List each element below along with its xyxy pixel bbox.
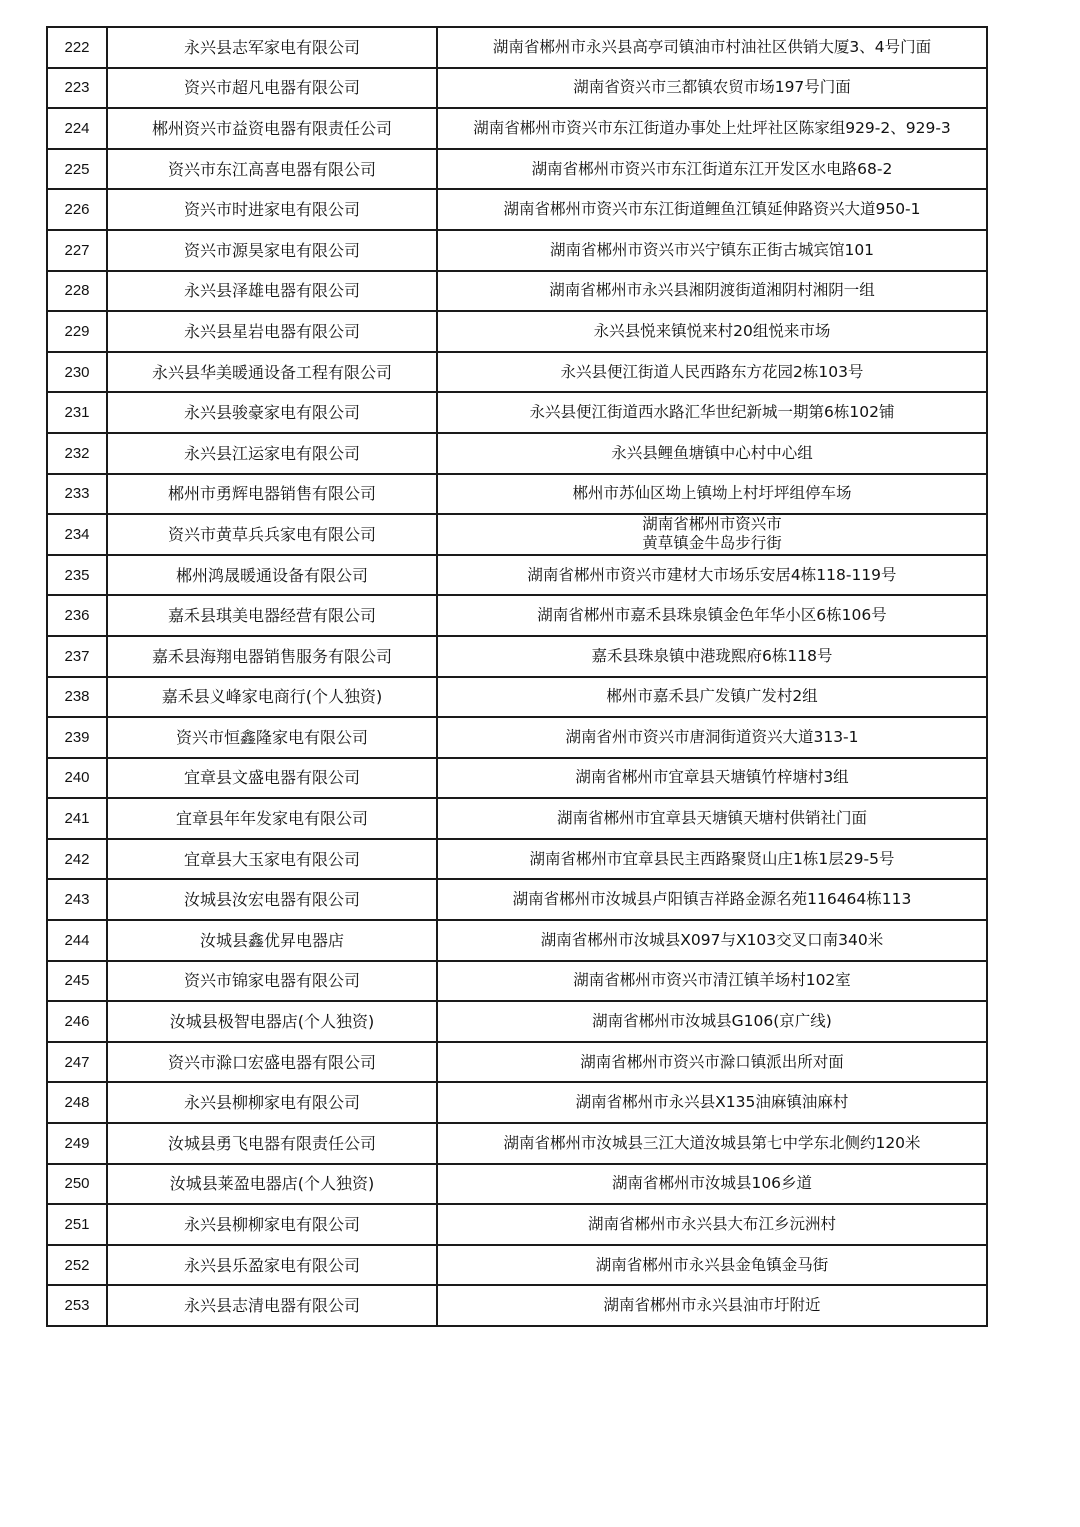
serial-number-cell: 236 xyxy=(47,595,107,636)
company-name-cell: 汝城县勇飞电器有限责任公司 xyxy=(107,1123,437,1164)
table-row xyxy=(47,352,987,393)
serial-number-cell: 222 xyxy=(47,27,107,68)
company-name-cell: 永兴县柳柳家电有限公司 xyxy=(107,1082,437,1123)
company-name-cell: 资兴市时进家电有限公司 xyxy=(107,189,437,230)
address-cell: 湖南省郴州市汝城县卢阳镇吉祥路金源名苑116464栋113 xyxy=(437,879,987,920)
table-row xyxy=(47,555,987,596)
table-row xyxy=(47,879,987,920)
company-name-cell: 永兴县华美暖通设备工程有限公司 xyxy=(107,352,437,393)
company-name-cell: 永兴县志军家电有限公司 xyxy=(107,27,437,68)
address-cell: 湖南省郴州市永兴县金龟镇金马街 xyxy=(437,1245,987,1286)
serial-number-cell: 224 xyxy=(47,108,107,149)
address-cell: 永兴县鲤鱼塘镇中心村中心组 xyxy=(437,433,987,474)
address-cell: 湖南省郴州市汝城县106乡道 xyxy=(437,1164,987,1205)
serial-number-cell: 233 xyxy=(47,474,107,515)
table-body xyxy=(47,27,987,1326)
company-name-cell: 嘉禾县琪美电器经营有限公司 xyxy=(107,595,437,636)
table-row xyxy=(47,1204,987,1245)
company-name-cell: 永兴县志清电器有限公司 xyxy=(107,1285,437,1326)
address-cell: 湖南省郴州市永兴县高亭司镇油市村油社区供销大厦3、4号门面 xyxy=(437,27,987,68)
table-row xyxy=(47,1245,987,1286)
table-row xyxy=(47,636,987,677)
table-row xyxy=(47,271,987,312)
address-cell: 湖南省郴州市嘉禾县珠泉镇金色年华小区6栋106号 xyxy=(437,595,987,636)
company-name-cell: 永兴县江运家电有限公司 xyxy=(107,433,437,474)
table-row xyxy=(47,433,987,474)
table-row xyxy=(47,189,987,230)
serial-number-cell: 245 xyxy=(47,961,107,1002)
company-name-cell: 资兴市黄草兵兵家电有限公司 xyxy=(107,514,437,555)
serial-number-cell: 240 xyxy=(47,758,107,799)
serial-number-cell: 228 xyxy=(47,271,107,312)
company-name-cell: 汝城县极智电器店(个人独资) xyxy=(107,1001,437,1042)
company-name-cell: 嘉禾县义峰家电商行(个人独资) xyxy=(107,677,437,718)
company-name-cell: 永兴县星岩电器有限公司 xyxy=(107,311,437,352)
company-name-cell: 资兴市超凡电器有限公司 xyxy=(107,68,437,109)
table-row xyxy=(47,311,987,352)
serial-number-cell: 238 xyxy=(47,677,107,718)
company-name-cell: 永兴县柳柳家电有限公司 xyxy=(107,1204,437,1245)
table-row xyxy=(47,1123,987,1164)
table-row xyxy=(47,1001,987,1042)
table-row xyxy=(47,677,987,718)
serial-number-cell: 237 xyxy=(47,636,107,677)
company-name-cell: 汝城县鑫优昇电器店 xyxy=(107,920,437,961)
address-cell: 湖南省郴州市资兴市建材大市场乐安居4栋118-119号 xyxy=(437,555,987,596)
table-row xyxy=(47,230,987,271)
company-name-cell: 郴州市勇辉电器销售有限公司 xyxy=(107,474,437,515)
address-cell: 湖南省郴州市资兴市 黄草镇金牛岛步行街 xyxy=(437,514,987,555)
table-row xyxy=(47,514,987,555)
serial-number-cell: 225 xyxy=(47,149,107,190)
serial-number-cell: 247 xyxy=(47,1042,107,1083)
company-name-cell: 资兴市锦家电器有限公司 xyxy=(107,961,437,1002)
table-row xyxy=(47,474,987,515)
table-row xyxy=(47,758,987,799)
company-name-cell: 资兴市滁口宏盛电器有限公司 xyxy=(107,1042,437,1083)
serial-number-cell: 248 xyxy=(47,1082,107,1123)
table-row xyxy=(47,1164,987,1205)
serial-number-cell: 246 xyxy=(47,1001,107,1042)
serial-number-cell: 230 xyxy=(47,352,107,393)
table-row xyxy=(47,1042,987,1083)
address-cell: 湖南省郴州市宜章县民主西路聚贤山庄1栋1层29-5号 xyxy=(437,839,987,880)
serial-number-cell: 229 xyxy=(47,311,107,352)
company-name-cell: 永兴县泽雄电器有限公司 xyxy=(107,271,437,312)
address-cell: 湖南省郴州市宜章县天塘镇天塘村供销社门面 xyxy=(437,798,987,839)
company-name-cell: 资兴市东江高喜电器有限公司 xyxy=(107,149,437,190)
address-cell: 湖南省郴州市永兴县大布江乡沅洲村 xyxy=(437,1204,987,1245)
address-cell: 湖南省郴州市汝城县X097与X103交叉口南340米 xyxy=(437,920,987,961)
address-cell: 郴州市苏仙区坳上镇坳上村圩坪组停车场 xyxy=(437,474,987,515)
table-row xyxy=(47,1082,987,1123)
company-name-cell: 宜章县年年发家电有限公司 xyxy=(107,798,437,839)
serial-number-cell: 249 xyxy=(47,1123,107,1164)
address-cell: 湖南省郴州市永兴县油市圩附近 xyxy=(437,1285,987,1326)
table-row xyxy=(47,68,987,109)
table-row xyxy=(47,27,987,68)
table-row xyxy=(47,1285,987,1326)
serial-number-cell: 235 xyxy=(47,555,107,596)
company-name-cell: 宜章县大玉家电有限公司 xyxy=(107,839,437,880)
serial-number-cell: 239 xyxy=(47,717,107,758)
serial-number-cell: 252 xyxy=(47,1245,107,1286)
table-row xyxy=(47,920,987,961)
address-cell: 湖南省郴州市资兴市兴宁镇东正街古城宾馆101 xyxy=(437,230,987,271)
retailer-table xyxy=(46,26,988,1327)
table-row xyxy=(47,392,987,433)
serial-number-cell: 251 xyxy=(47,1204,107,1245)
address-cell: 湖南省州市资兴市唐洞街道资兴大道313-1 xyxy=(437,717,987,758)
address-cell: 永兴县便江街道人民西路东方花园2栋103号 xyxy=(437,352,987,393)
company-name-cell: 汝城县莱盈电器店(个人独资) xyxy=(107,1164,437,1205)
serial-number-cell: 243 xyxy=(47,879,107,920)
serial-number-cell: 241 xyxy=(47,798,107,839)
address-cell: 湖南省郴州市资兴市清江镇羊场村102室 xyxy=(437,961,987,1002)
table-row xyxy=(47,149,987,190)
address-cell: 湖南省郴州市宜章县天塘镇竹梓塘村3组 xyxy=(437,758,987,799)
table-row xyxy=(47,108,987,149)
serial-number-cell: 231 xyxy=(47,392,107,433)
company-name-cell: 永兴县乐盈家电有限公司 xyxy=(107,1245,437,1286)
company-name-cell: 汝城县汝宏电器有限公司 xyxy=(107,879,437,920)
company-name-cell: 宜章县文盛电器有限公司 xyxy=(107,758,437,799)
serial-number-cell: 226 xyxy=(47,189,107,230)
address-cell: 永兴县悦来镇悦来村20组悦来市场 xyxy=(437,311,987,352)
serial-number-cell: 244 xyxy=(47,920,107,961)
address-cell: 湖南省郴州市汝城县G106(京广线) xyxy=(437,1001,987,1042)
table-row xyxy=(47,717,987,758)
table-row xyxy=(47,595,987,636)
company-name-cell: 资兴市恒鑫隆家电有限公司 xyxy=(107,717,437,758)
address-cell: 湖南省郴州市资兴市东江街道办事处上灶坪社区陈家组929-2、929-3 xyxy=(437,108,987,149)
serial-number-cell: 253 xyxy=(47,1285,107,1326)
table-row xyxy=(47,961,987,1002)
serial-number-cell: 250 xyxy=(47,1164,107,1205)
serial-number-cell: 227 xyxy=(47,230,107,271)
serial-number-cell: 234 xyxy=(47,514,107,555)
address-cell: 湖南省郴州市资兴市东江街道东江开发区水电路68-2 xyxy=(437,149,987,190)
address-cell: 永兴县便江街道西水路汇华世纪新城一期第6栋102铺 xyxy=(437,392,987,433)
address-cell: 湖南省郴州市永兴县湘阴渡街道湘阴村湘阴一组 xyxy=(437,271,987,312)
address-cell: 湖南省郴州市汝城县三江大道汝城县第七中学东北侧约120米 xyxy=(437,1123,987,1164)
address-cell: 湖南省郴州市资兴市东江街道鲤鱼江镇延伸路资兴大道950-1 xyxy=(437,189,987,230)
company-name-cell: 郴州资兴市益资电器有限责任公司 xyxy=(107,108,437,149)
table-row xyxy=(47,798,987,839)
company-name-cell: 永兴县骏豪家电有限公司 xyxy=(107,392,437,433)
serial-number-cell: 223 xyxy=(47,68,107,109)
serial-number-cell: 242 xyxy=(47,839,107,880)
table-row xyxy=(47,839,987,880)
address-cell: 湖南省资兴市三都镇农贸市场197号门面 xyxy=(437,68,987,109)
address-cell: 湖南省郴州市永兴县X135油麻镇油麻村 xyxy=(437,1082,987,1123)
address-cell: 湖南省郴州市资兴市滁口镇派出所对面 xyxy=(437,1042,987,1083)
address-cell: 郴州市嘉禾县广发镇广发村2组 xyxy=(437,677,987,718)
company-name-cell: 嘉禾县海翔电器销售服务有限公司 xyxy=(107,636,437,677)
serial-number-cell: 232 xyxy=(47,433,107,474)
company-name-cell: 资兴市源昊家电有限公司 xyxy=(107,230,437,271)
company-name-cell: 郴州鸿晟暖通设备有限公司 xyxy=(107,555,437,596)
address-cell: 嘉禾县珠泉镇中港珑熙府6栋118号 xyxy=(437,636,987,677)
